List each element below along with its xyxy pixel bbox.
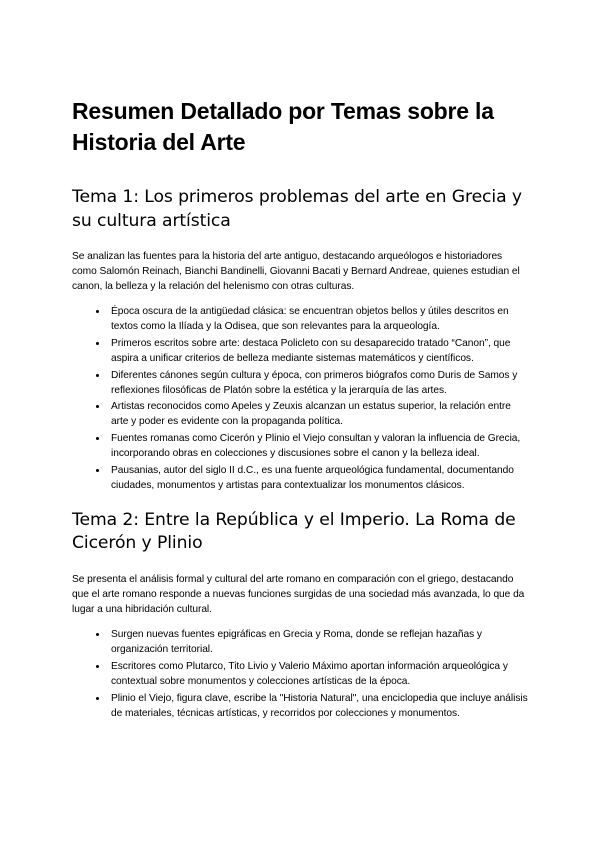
list-item: • Diferentes cánones según cultura y época, con primeros biógrafos como Duris de Samos y reflexiones filosóficas de Platón sobre la estética y la jerarquía de las artes. [108, 368, 528, 398]
section-intro: Se presenta el análisis formal y cultural del arte romano en comparación con el griego, destacando que el arte romano responde a nuevas funciones surgidas de una sociedad más avanzada, lo que da lugar a una hibridación cultural. [72, 573, 525, 616]
bullet-list [72, 304, 528, 493]
section-intro: Se analizan las fuentes para la historia del arte antiguo, destacando arqueólogos e historiadores como Salomón Reinach, Bianchi Bandinelli, Giovanni Bacati y Bernard Andreae, quienes estudian el canon, la belleza y la relación del helenismo con otras culturas. [72, 251, 520, 293]
list-item: • Artistas reconocidos como Apeles y Zeuxis alcanzan un estatus superior, la relación entre arte y poder es evidente con la propaganda política. [108, 399, 528, 429]
bullet-list [72, 627, 528, 721]
list-item: • Escritores como Plutarco, Tito Livio y Valerio Máximo aportan información arqueológica y contextual sobre monumentos y colecciones artísticas de la época. [108, 659, 528, 689]
list-item: • Época oscura de la antigüedad clásica: se encuentran objetos bellos y útiles descritos en textos como la Ilíada y la Odisea, que son relevantes para la arqueología. [108, 304, 528, 334]
section-heading: Tema 2: Entre la República y el Imperio. La Roma de Cicerón y Plinio [72, 509, 516, 554]
list-item: • Primeros escritos sobre arte: destaca Policleto con su desaparecido tratado “Canon”, que aspira a unificar criterios de belleza mediante sistemas matemáticos y científicos. [108, 336, 528, 366]
section-heading: Tema 1: Los primeros problemas del arte en Grecia y su cultura artística [72, 187, 522, 231]
section-tema-1 [72, 186, 528, 493]
list-item: • Plinio el Viejo, figura clave, escribe la "Historia Natural", una enciclopedia que incluye análisis de materiales, técnicas artísticas, y recorridos por colecciones y monumentos. [108, 691, 528, 721]
section-tema-2 [72, 509, 528, 721]
document-title: Resumen Detallado por Temas sobre la Historia del Arte [72, 98, 494, 155]
list-item: • Fuentes romanas como Cicerón y Plinio el Viejo consultan y valoran la influencia de Grecia, incorporando obras en colecciones y discusiones sobre el canon y la belleza ideal. [108, 431, 528, 461]
list-item: • Surgen nuevas fuentes epigráficas en Grecia y Roma, donde se reflejan hazañas y organización territorial. [108, 627, 528, 657]
list-item: • Pausanias, autor del siglo II d.C., es una fuente arqueológica fundamental, documentando ciudades, monumentos y artistas para contextualizar los monumentos clásicos. [108, 463, 528, 493]
